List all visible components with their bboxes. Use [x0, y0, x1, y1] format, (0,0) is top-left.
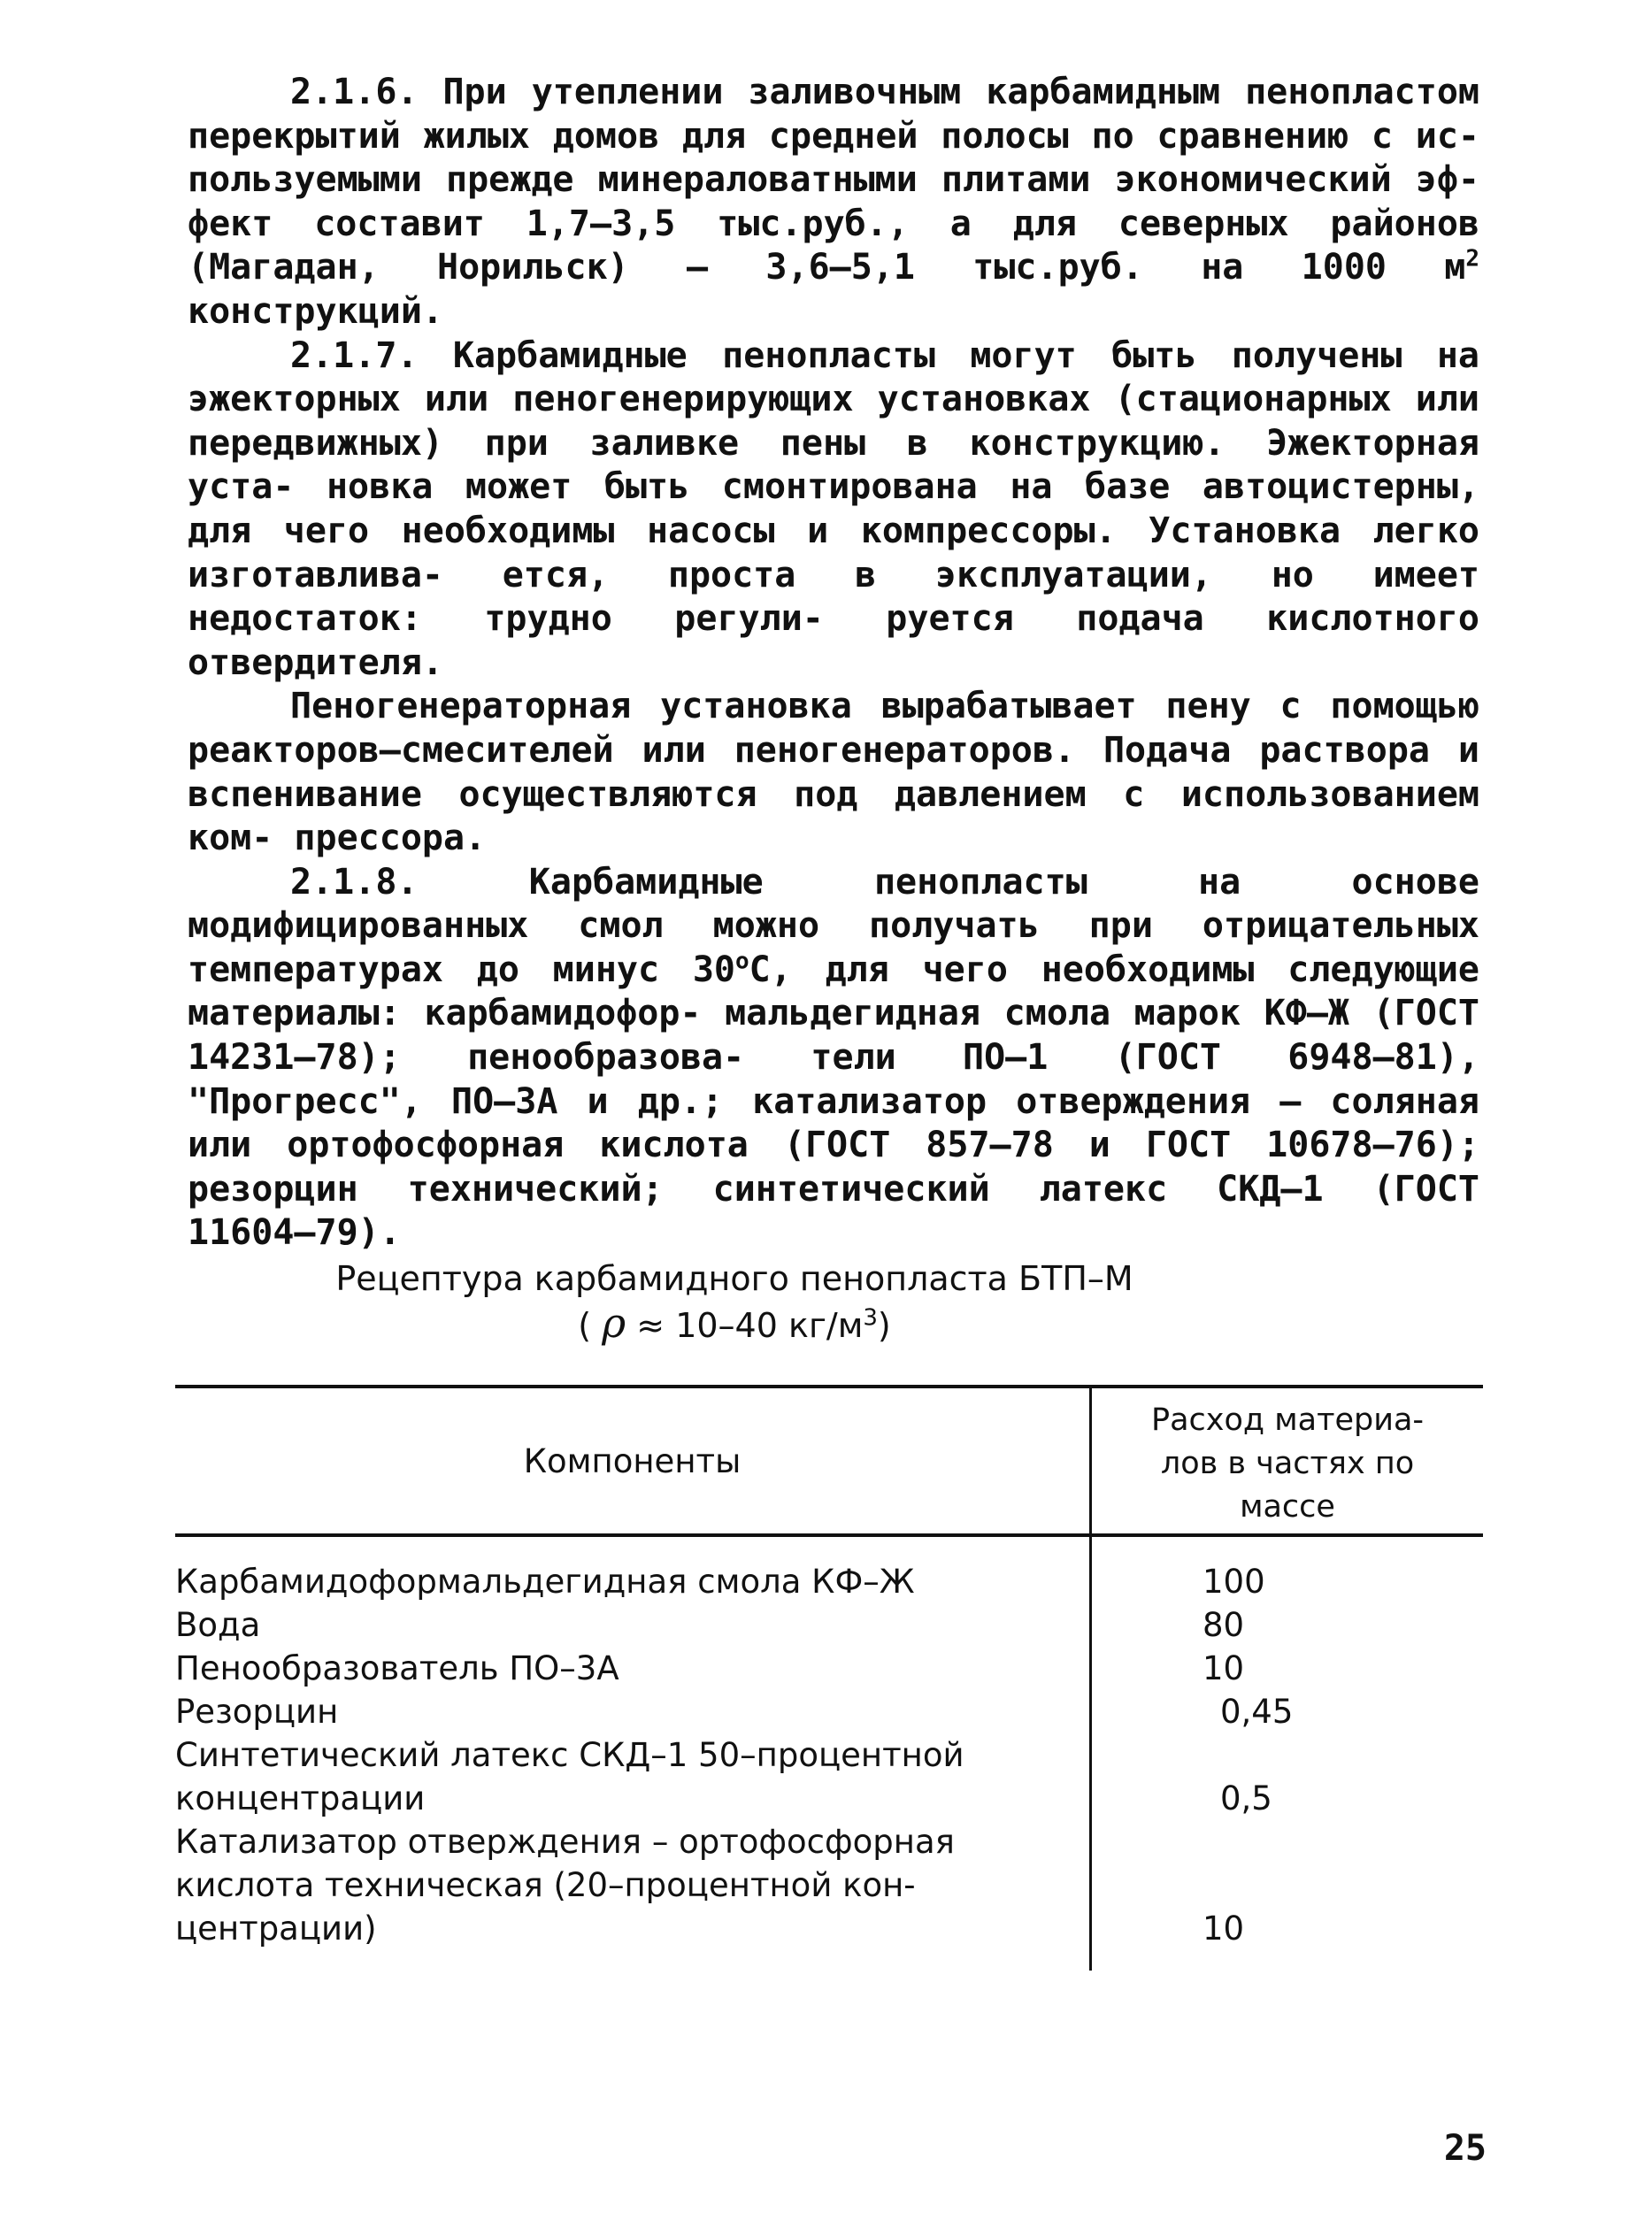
table-header-components: Компоненты	[523, 1441, 741, 1480]
table-row	[175, 1560, 1483, 1603]
component-amount: 100	[1203, 1563, 1265, 1601]
paragraph-text: С, для чего необходимы следующие материалы: карбамидофор- мальдегидная смола марок КФ–Ж (ГОСТ 14231–78); пенообразова- тели ПО–1 (ГОСТ 6948–81), "Прогресс", ПО–3А и др.; катализатор отверждения – соляная или ортофосфорная кислота (ГОСТ 857–78 и ГОСТ 10678–76); резорцин технический; синтетический латекс СКД–1 (ГОСТ 11604–79).	[188, 949, 1480, 1254]
component-name: Синтетический латекс СКД–1 50–процентной концентрации	[175, 1736, 964, 1817]
component-amount: 10	[1203, 1909, 1245, 1948]
header-line: Расход материа-	[1150, 1402, 1425, 1438]
paragraph-2-1-8	[188, 861, 1479, 1256]
component-name: Катализатор отверждения – ортофосфорная кислота техническая (20–процентной кон- центрации)	[175, 1823, 955, 1948]
superscript: 2	[1465, 246, 1479, 273]
table-row	[175, 1733, 1483, 1820]
component-name: Карбамидоформальдегидная смола КФ–Ж	[175, 1563, 915, 1601]
superscript: 3	[863, 1304, 878, 1332]
paragraph-2-1-6	[188, 71, 1479, 334]
density-symbol: ρ	[602, 1299, 626, 1347]
table-title: Рецептура карбамидного пенопласта БТП–М	[335, 1259, 1133, 1298]
table-row	[175, 1820, 1483, 1950]
superscript: о	[735, 948, 749, 975]
component-amount: 80	[1203, 1606, 1245, 1644]
table-body	[175, 1560, 1483, 1950]
table-header-consumption	[1092, 1394, 1483, 1533]
component-amount: 0,5	[1220, 1779, 1272, 1817]
caption-text: ≈ 10–40 кг/м	[626, 1306, 864, 1345]
paragraph-text: 2.1.8. Карбамидные пенопласты на основе модифицированных смол можно получать при отрицательных температурах до минус 30	[188, 861, 1479, 990]
paragraph-text: конструкций.	[188, 290, 443, 332]
paragraph-text: пользуемыми прежде минераловатными плитами экономический эф-	[188, 159, 1479, 201]
table-row	[175, 1647, 1483, 1690]
body-text	[188, 71, 1479, 1256]
table-row	[175, 1690, 1483, 1733]
paragraph-2-1-7: 2.1.7. Карбамидные пенопласты могут быть получены на эжекторных или пеногенерирующих установках (стационарных или передвижных) при заливке пены в конструкцию. Эжекторная уста- новка может быть смонтирована на базе автоцистерны, для чего необходимы насосы и компрессоры. Установка легко изготавлива- ется, проста в эксплуатации, но имеет недостаток: трудно регули- руется подача кислотного отвердителя.	[188, 334, 1479, 683]
caption-text: )	[877, 1306, 891, 1345]
paragraph-text: фект составит 1,7–3,5 тыс.руб., а для северных районов (Магадан, Норильск) – 3,6–5,1 тыс.руб. на 1000 м	[188, 203, 1479, 288]
component-name: Пенообразователь ПО–3А	[175, 1649, 619, 1687]
header-line: массе	[1240, 1488, 1335, 1525]
table-subtitle	[265, 1301, 1203, 1348]
component-name: Вода	[175, 1606, 261, 1644]
table-header-rule	[175, 1533, 1483, 1537]
table-caption	[265, 1256, 1203, 1348]
component-amount: 0,45	[1220, 1693, 1294, 1731]
paragraph-foam-generator: Пеногенераторная установка вырабатывает пену с помощью реакторов–смесителей или пеногенераторов. Подача раствора и вспенивание осуществляются под давлением с использованием ком- прессора.	[188, 686, 1479, 859]
page-number: 25	[1443, 2128, 1487, 2169]
paragraph-text: 2.1.6. При утеплении заливочным карбамидным пенопластом перекрытий жилых домов для средней полосы по сравнению с ис-	[188, 72, 1479, 157]
component-amount: 10	[1203, 1649, 1245, 1687]
header-line: лов в частях по	[1160, 1445, 1415, 1481]
table-row	[175, 1603, 1483, 1647]
caption-text: (	[578, 1306, 603, 1345]
component-name: Резорцин	[175, 1693, 339, 1731]
